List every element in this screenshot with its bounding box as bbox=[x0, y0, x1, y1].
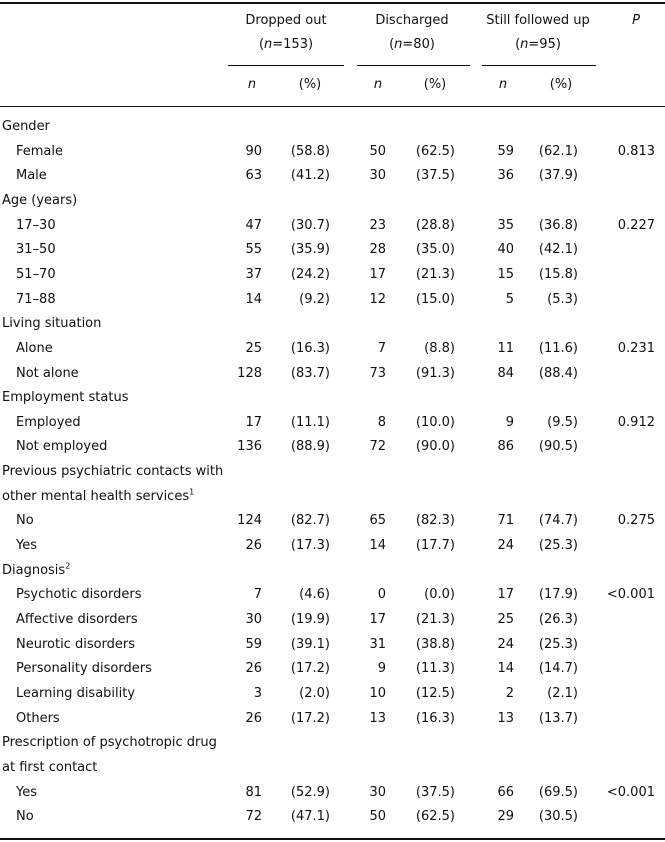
cell-count: 35 bbox=[497, 218, 514, 233]
group-title: Discharged bbox=[375, 13, 449, 28]
cell-percent: (90.0) bbox=[415, 439, 455, 454]
cell-percent: (28.8) bbox=[415, 218, 455, 233]
cell-count: 66 bbox=[497, 785, 514, 800]
cell-percent: (35.0) bbox=[415, 242, 455, 257]
row-label: 17–30 bbox=[16, 218, 56, 233]
group-n: (n=80) bbox=[389, 37, 435, 52]
cell-percent: (52.9) bbox=[290, 785, 330, 800]
cell-count: 30 bbox=[369, 785, 386, 800]
cell-count: 128 bbox=[237, 366, 262, 381]
cell-p-value: <0.001 bbox=[606, 587, 655, 602]
cell-percent: (82.7) bbox=[290, 513, 330, 528]
cell-count: 3 bbox=[253, 686, 262, 701]
cell-count: 10 bbox=[369, 686, 386, 701]
cell-count: 17 bbox=[497, 587, 514, 602]
cell-percent: (37.5) bbox=[415, 168, 455, 183]
subheader: (%) bbox=[549, 77, 573, 92]
n-symbol: n bbox=[264, 37, 273, 52]
cell-percent: (17.3) bbox=[290, 538, 330, 553]
cell-percent: (83.7) bbox=[290, 366, 330, 381]
cell-count: 7 bbox=[377, 341, 386, 356]
cell-percent: (17.7) bbox=[415, 538, 455, 553]
cell-percent: (91.3) bbox=[415, 366, 455, 381]
cell-p-value: 0.813 bbox=[617, 144, 655, 159]
row-label: Not employed bbox=[16, 439, 108, 454]
cell-percent: (13.7) bbox=[538, 711, 578, 726]
cell-count: 28 bbox=[369, 242, 386, 257]
cell-percent: (11.6) bbox=[538, 341, 578, 356]
row-label: Not alone bbox=[16, 366, 79, 381]
section-label: Employment status bbox=[2, 390, 129, 405]
cell-percent: (14.7) bbox=[538, 661, 578, 676]
n-symbol: n bbox=[394, 37, 403, 52]
group-rule-dropped bbox=[228, 65, 344, 66]
cell-percent: (17.2) bbox=[290, 661, 330, 676]
cell-count: 90 bbox=[245, 144, 262, 159]
cell-percent: (8.8) bbox=[424, 341, 455, 356]
section-label: Living situation bbox=[2, 316, 102, 331]
group-title: Dropped out bbox=[245, 13, 327, 28]
group-n: (n=95) bbox=[515, 37, 561, 52]
cell-count: 31 bbox=[369, 637, 386, 652]
cell-percent: (41.2) bbox=[290, 168, 330, 183]
p-header: P bbox=[632, 13, 640, 28]
section-label: Previous psychiatric contacts with bbox=[2, 464, 224, 479]
cell-count: 25 bbox=[497, 612, 514, 627]
cell-percent: (47.1) bbox=[290, 809, 330, 824]
cell-percent: (62.1) bbox=[538, 144, 578, 159]
cell-percent: (24.2) bbox=[290, 267, 330, 282]
cell-percent: (16.3) bbox=[290, 341, 330, 356]
cell-percent: (10.0) bbox=[415, 415, 455, 430]
cell-percent: (11.1) bbox=[290, 415, 330, 430]
cell-count: 24 bbox=[497, 538, 514, 553]
cell-p-value: 0.231 bbox=[617, 341, 655, 356]
cell-count: 9 bbox=[377, 661, 386, 676]
row-label: Affective disorders bbox=[16, 612, 138, 627]
group-rule-discharged bbox=[357, 65, 470, 66]
cell-count: 59 bbox=[497, 144, 514, 159]
cell-p-value: 0.912 bbox=[617, 415, 655, 430]
cell-count: 29 bbox=[497, 809, 514, 824]
cell-percent: (90.5) bbox=[538, 439, 578, 454]
row-label: Yes bbox=[16, 538, 37, 553]
header-rule bbox=[0, 106, 665, 107]
cell-count: 72 bbox=[369, 439, 386, 454]
row-label: Yes bbox=[16, 785, 37, 800]
row-label: 51–70 bbox=[16, 267, 56, 282]
cell-count: 63 bbox=[245, 168, 262, 183]
cell-percent: (11.3) bbox=[415, 661, 455, 676]
cell-percent: (25.3) bbox=[538, 637, 578, 652]
cell-percent: (37.9) bbox=[538, 168, 578, 183]
cell-percent: (2.1) bbox=[547, 686, 578, 701]
row-label: Female bbox=[16, 144, 64, 159]
cell-count: 84 bbox=[497, 366, 514, 381]
cell-count: 40 bbox=[497, 242, 514, 257]
bottom-rule bbox=[0, 838, 665, 840]
cell-count: 13 bbox=[497, 711, 514, 726]
cell-count: 47 bbox=[245, 218, 262, 233]
cell-count: 12 bbox=[369, 292, 386, 307]
cell-percent: (37.5) bbox=[415, 785, 455, 800]
row-label: Neurotic disorders bbox=[16, 637, 136, 652]
row-label: 71–88 bbox=[16, 292, 56, 307]
cell-count: 81 bbox=[245, 785, 262, 800]
cell-percent: (38.8) bbox=[415, 637, 455, 652]
row-label: Psychotic disorders bbox=[16, 587, 142, 602]
cell-count: 5 bbox=[505, 292, 514, 307]
cell-count: 59 bbox=[245, 637, 262, 652]
cell-count: 7 bbox=[253, 587, 262, 602]
cell-percent: (17.2) bbox=[290, 711, 330, 726]
cell-percent: (62.5) bbox=[415, 144, 455, 159]
row-label: Male bbox=[16, 168, 47, 183]
row-label: Others bbox=[16, 711, 60, 726]
cell-percent: (4.6) bbox=[299, 587, 330, 602]
cell-count: 136 bbox=[237, 439, 262, 454]
cell-percent: (15.0) bbox=[415, 292, 455, 307]
footnote-marker: 1 bbox=[189, 487, 195, 497]
cell-count: 14 bbox=[245, 292, 262, 307]
cell-percent: (19.9) bbox=[290, 612, 330, 627]
cell-count: 17 bbox=[369, 612, 386, 627]
cell-percent: (9.2) bbox=[299, 292, 330, 307]
cell-count: 30 bbox=[369, 168, 386, 183]
cell-count: 11 bbox=[497, 341, 514, 356]
cell-count: 17 bbox=[369, 267, 386, 282]
subheader: n bbox=[498, 77, 508, 92]
cell-percent: (69.5) bbox=[538, 785, 578, 800]
cell-count: 26 bbox=[245, 538, 262, 553]
cell-p-value: <0.001 bbox=[606, 785, 655, 800]
cell-count: 2 bbox=[505, 686, 514, 701]
cell-percent: (42.1) bbox=[538, 242, 578, 257]
cell-percent: (0.0) bbox=[424, 587, 455, 602]
cell-count: 13 bbox=[369, 711, 386, 726]
cell-percent: (88.4) bbox=[538, 366, 578, 381]
cell-percent: (9.5) bbox=[547, 415, 578, 430]
group-rule-followed bbox=[482, 65, 596, 66]
row-label: No bbox=[16, 513, 34, 528]
row-label: Learning disability bbox=[16, 686, 136, 701]
section-label: other mental health services$^1$ bbox=[2, 487, 195, 504]
cell-count: 36 bbox=[497, 168, 514, 183]
cell-count: 50 bbox=[369, 144, 386, 159]
subheader: (%) bbox=[423, 77, 447, 92]
row-label: Alone bbox=[16, 341, 53, 356]
cell-percent: (39.1) bbox=[290, 637, 330, 652]
cell-count: 24 bbox=[497, 637, 514, 652]
cell-percent: (25.3) bbox=[538, 538, 578, 553]
subheader: (%) bbox=[298, 77, 322, 92]
cell-count: 73 bbox=[369, 366, 386, 381]
cell-count: 9 bbox=[505, 415, 514, 430]
row-label: No bbox=[16, 809, 34, 824]
cell-p-value: 0.275 bbox=[617, 513, 655, 528]
group-title: Still followed up bbox=[486, 13, 590, 28]
cell-count: 86 bbox=[497, 439, 514, 454]
cell-count: 8 bbox=[377, 415, 386, 430]
row-label: 31–50 bbox=[16, 242, 56, 257]
row-label: Employed bbox=[16, 415, 81, 430]
section-label: Diagnosis$^2$ bbox=[2, 561, 71, 578]
group-n: (n=153) bbox=[258, 37, 314, 52]
cell-percent: (88.9) bbox=[290, 439, 330, 454]
section-label: Age (years) bbox=[2, 193, 78, 208]
cell-count: 25 bbox=[245, 341, 262, 356]
cell-percent: (21.3) bbox=[415, 267, 455, 282]
cell-percent: (5.3) bbox=[547, 292, 578, 307]
cell-percent: (2.0) bbox=[299, 686, 330, 701]
cell-count: 15 bbox=[497, 267, 514, 282]
cell-percent: (17.9) bbox=[538, 587, 578, 602]
cell-percent: (62.5) bbox=[415, 809, 455, 824]
cell-count: 71 bbox=[497, 513, 514, 528]
cell-count: 55 bbox=[245, 242, 262, 257]
cell-count: 26 bbox=[245, 711, 262, 726]
cell-count: 26 bbox=[245, 661, 262, 676]
cell-percent: (16.3) bbox=[415, 711, 455, 726]
cell-percent: (12.5) bbox=[415, 686, 455, 701]
cell-count: 14 bbox=[369, 538, 386, 553]
cell-percent: (74.7) bbox=[538, 513, 578, 528]
cell-percent: (35.9) bbox=[290, 242, 330, 257]
row-label: Personality disorders bbox=[16, 661, 152, 676]
cell-percent: (21.3) bbox=[415, 612, 455, 627]
cell-percent: (30.7) bbox=[290, 218, 330, 233]
cell-count: 30 bbox=[245, 612, 262, 627]
subheader: n bbox=[247, 77, 257, 92]
section-label: Gender bbox=[2, 119, 50, 134]
subheader: n bbox=[373, 77, 383, 92]
section-label: Prescription of psychotropic drug bbox=[2, 735, 217, 750]
n-symbol: n bbox=[520, 37, 529, 52]
cell-count: 72 bbox=[245, 809, 262, 824]
cell-percent: (82.3) bbox=[415, 513, 455, 528]
cell-count: 37 bbox=[245, 267, 262, 282]
cell-percent: (30.5) bbox=[538, 809, 578, 824]
cell-count: 0 bbox=[377, 587, 386, 602]
cell-count: 17 bbox=[245, 415, 262, 430]
cell-count: 14 bbox=[497, 661, 514, 676]
cell-percent: (15.8) bbox=[538, 267, 578, 282]
cell-count: 50 bbox=[369, 809, 386, 824]
cell-count: 124 bbox=[237, 513, 262, 528]
top-rule bbox=[0, 2, 665, 4]
section-label: at first contact bbox=[2, 760, 98, 775]
footnote-marker: 2 bbox=[65, 561, 71, 571]
cell-percent: (26.3) bbox=[538, 612, 578, 627]
cell-percent: (58.8) bbox=[290, 144, 330, 159]
cell-count: 65 bbox=[369, 513, 386, 528]
cell-count: 23 bbox=[369, 218, 386, 233]
cell-p-value: 0.227 bbox=[617, 218, 655, 233]
cell-percent: (36.8) bbox=[538, 218, 578, 233]
